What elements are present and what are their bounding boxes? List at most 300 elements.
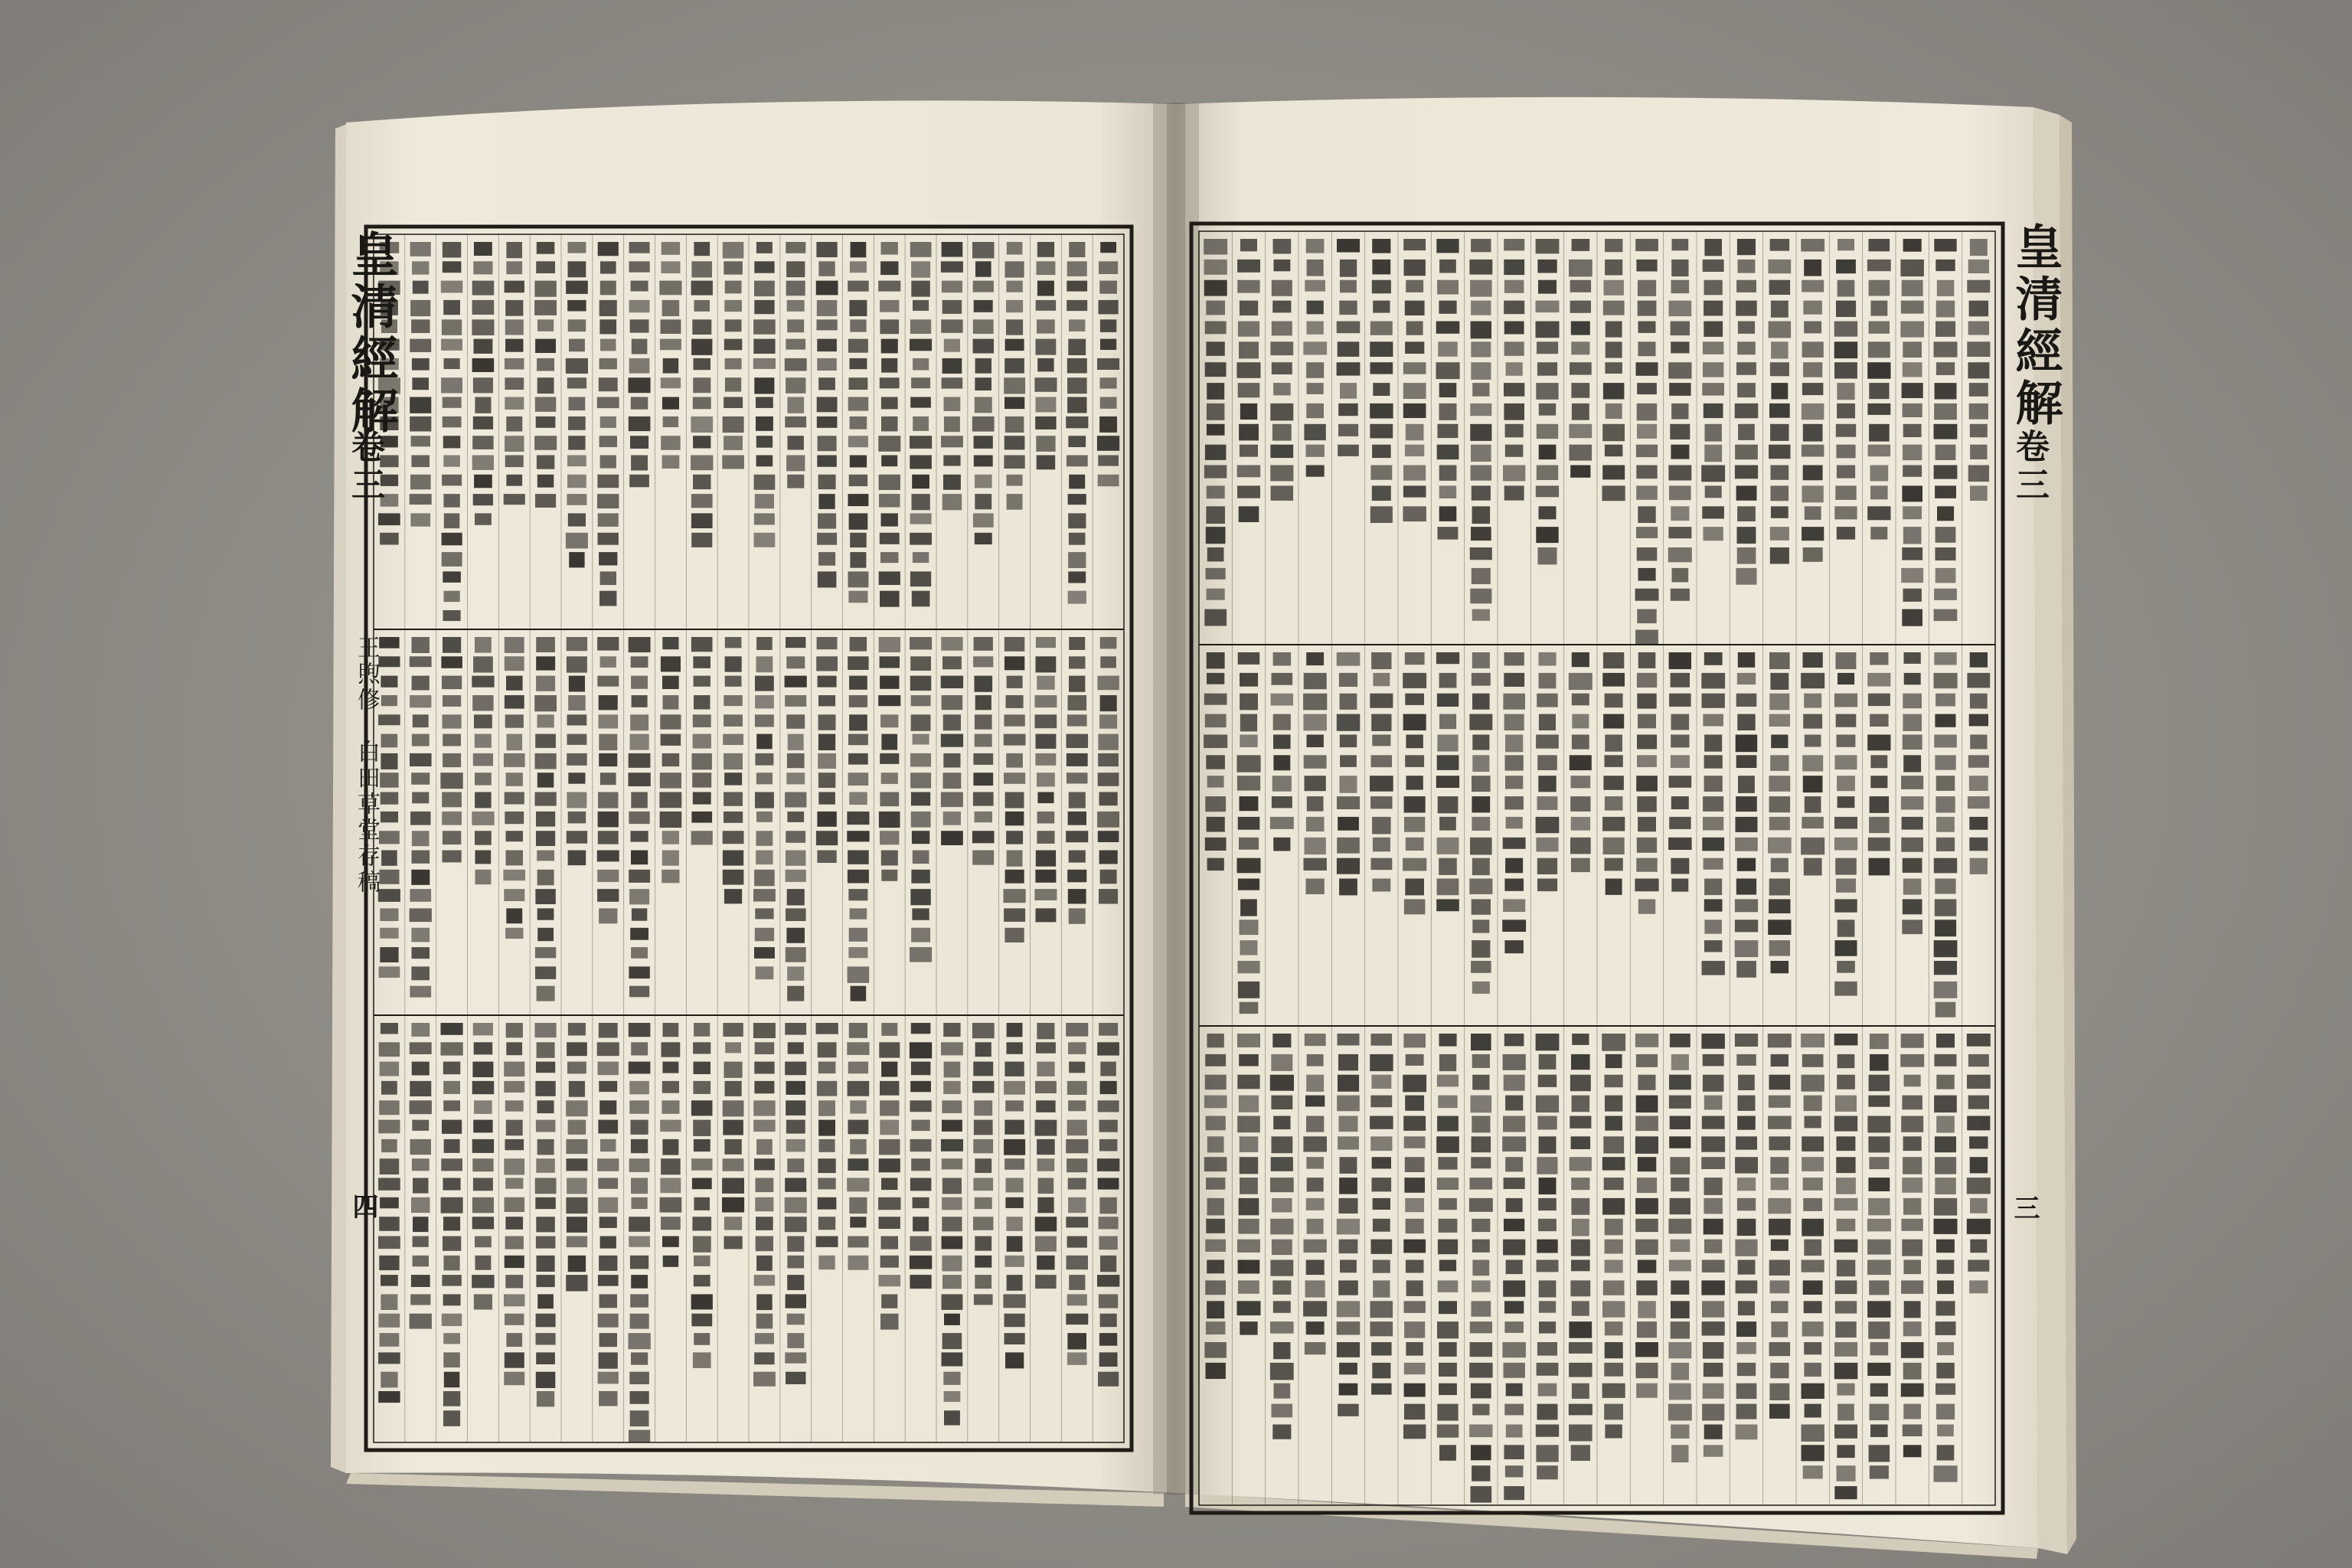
text-glyph-mark xyxy=(785,1352,806,1363)
text-glyph-mark xyxy=(537,358,554,371)
text-glyph-mark xyxy=(1272,1404,1293,1418)
text-glyph-mark xyxy=(1934,403,1957,420)
text-glyph-mark xyxy=(880,1314,899,1330)
text-glyph-mark xyxy=(1937,280,1955,296)
text-glyph-mark xyxy=(505,637,524,653)
text-glyph-mark xyxy=(1471,445,1491,462)
text-glyph-mark xyxy=(1238,322,1259,337)
text-glyph-mark xyxy=(1405,1198,1424,1212)
text-glyph-mark xyxy=(1867,1363,1890,1376)
text-glyph-mark xyxy=(567,1217,587,1233)
text-glyph-mark xyxy=(1536,383,1558,400)
text-glyph-mark xyxy=(691,456,713,471)
text-glyph-mark xyxy=(632,1197,648,1209)
text-glyph-mark xyxy=(1837,466,1855,479)
text-glyph-mark xyxy=(756,456,773,467)
text-glyph-mark xyxy=(1472,694,1490,710)
text-glyph-mark xyxy=(1305,1342,1326,1354)
text-glyph-mark xyxy=(599,1217,617,1228)
text-glyph-mark xyxy=(881,734,897,750)
text-glyph-mark xyxy=(880,300,899,312)
text-glyph-mark xyxy=(1100,1081,1117,1094)
text-glyph-mark xyxy=(1436,899,1459,911)
text-glyph-mark xyxy=(1669,383,1690,396)
text-glyph-mark xyxy=(1737,527,1756,544)
text-glyph-mark xyxy=(1004,1062,1024,1076)
text-glyph-mark xyxy=(1437,755,1459,770)
text-glyph-mark xyxy=(1240,673,1258,687)
text-glyph-mark xyxy=(1207,1034,1224,1047)
text-glyph-mark xyxy=(1472,776,1491,792)
text-glyph-mark xyxy=(505,1178,523,1189)
text-glyph-mark xyxy=(913,851,929,864)
text-glyph-mark xyxy=(631,281,648,292)
text-glyph-mark xyxy=(1635,589,1659,601)
text-glyph-mark xyxy=(1472,1075,1489,1090)
text-glyph-mark xyxy=(1504,1445,1524,1459)
text-glyph-mark xyxy=(1771,858,1788,873)
text-glyph-mark xyxy=(444,358,460,369)
text-glyph-mark xyxy=(1606,341,1622,358)
text-glyph-mark xyxy=(567,637,587,651)
text-glyph-mark xyxy=(1802,1425,1824,1442)
text-glyph-mark xyxy=(1769,817,1790,830)
text-glyph-mark xyxy=(475,513,492,524)
text-glyph-mark xyxy=(1373,1198,1390,1210)
text-glyph-mark xyxy=(507,734,523,751)
text-glyph-mark xyxy=(1340,260,1357,277)
text-glyph-mark xyxy=(1403,383,1426,399)
text-glyph-mark xyxy=(1870,1383,1888,1396)
text-glyph-mark xyxy=(410,1100,432,1114)
right-volume-mark: 卷三 xyxy=(2010,429,2049,505)
text-glyph-mark xyxy=(1406,776,1423,789)
text-glyph-mark xyxy=(880,319,899,334)
text-glyph-mark xyxy=(443,1333,460,1344)
text-glyph-mark xyxy=(1870,776,1887,788)
text-glyph-mark xyxy=(1204,260,1227,275)
text-glyph-mark xyxy=(817,319,838,330)
text-glyph-mark xyxy=(1802,755,1823,771)
text-glyph-mark xyxy=(725,377,741,391)
text-glyph-mark xyxy=(1901,1034,1924,1048)
text-glyph-mark xyxy=(378,1352,400,1364)
text-glyph-mark xyxy=(880,792,899,807)
text-glyph-mark xyxy=(630,714,648,730)
text-glyph-mark xyxy=(413,1256,429,1267)
text-glyph-mark xyxy=(879,475,900,490)
text-glyph-mark xyxy=(692,753,712,769)
text-glyph-mark xyxy=(1036,734,1057,749)
text-glyph-mark xyxy=(1802,1383,1824,1399)
text-glyph-mark xyxy=(1605,239,1622,252)
text-glyph-mark xyxy=(443,242,462,258)
text-glyph-mark xyxy=(1005,1100,1024,1111)
text-glyph-mark xyxy=(724,812,743,823)
text-glyph-mark xyxy=(662,1081,679,1093)
text-glyph-mark xyxy=(913,1217,929,1231)
text-glyph-mark xyxy=(1097,1275,1119,1287)
text-glyph-mark xyxy=(505,1100,524,1111)
text-glyph-mark xyxy=(1472,755,1489,772)
text-glyph-mark xyxy=(1704,1219,1723,1235)
text-glyph-mark xyxy=(1668,466,1691,481)
text-glyph-mark xyxy=(597,475,619,488)
text-glyph-mark xyxy=(1307,1178,1324,1191)
text-glyph-mark xyxy=(1738,1301,1755,1315)
text-glyph-mark xyxy=(1207,1301,1224,1318)
text-glyph-mark xyxy=(817,339,837,352)
text-glyph-mark xyxy=(881,1023,897,1036)
text-glyph-mark xyxy=(786,637,805,648)
text-glyph-mark xyxy=(693,1081,710,1094)
text-glyph-mark xyxy=(629,1430,650,1442)
text-glyph-mark xyxy=(1769,1136,1791,1150)
text-glyph-mark xyxy=(694,1023,710,1037)
text-glyph-mark xyxy=(1503,838,1526,849)
text-glyph-mark xyxy=(1472,940,1490,958)
text-glyph-mark xyxy=(1403,1034,1426,1047)
text-glyph-mark xyxy=(1670,1198,1690,1214)
text-glyph-mark xyxy=(941,1139,963,1152)
text-glyph-mark xyxy=(472,281,495,296)
text-glyph-mark xyxy=(1340,280,1357,293)
text-glyph-mark xyxy=(1099,792,1118,806)
text-glyph-mark xyxy=(1437,445,1459,459)
text-glyph-mark xyxy=(1504,1486,1524,1500)
text-glyph-mark xyxy=(567,475,586,488)
text-glyph-mark xyxy=(1471,1486,1492,1503)
text-glyph-mark xyxy=(1935,1178,1956,1194)
text-glyph-mark xyxy=(411,1197,430,1213)
text-glyph-mark xyxy=(941,261,963,273)
text-glyph-mark xyxy=(1702,506,1724,518)
text-glyph-mark xyxy=(1100,319,1116,332)
text-glyph-mark xyxy=(1035,870,1056,883)
text-glyph-mark xyxy=(1372,879,1390,892)
text-glyph-mark xyxy=(1405,652,1425,665)
text-glyph-mark xyxy=(1704,1425,1723,1439)
text-glyph-mark xyxy=(849,1023,867,1038)
text-glyph-mark xyxy=(944,1410,960,1425)
text-glyph-mark xyxy=(600,416,616,428)
text-glyph-mark xyxy=(1306,445,1325,457)
text-glyph-mark xyxy=(1934,1096,1957,1113)
text-glyph-mark xyxy=(1605,1260,1623,1273)
text-glyph-mark xyxy=(1099,1139,1118,1152)
text-glyph-mark xyxy=(1303,1301,1327,1316)
text-glyph-mark xyxy=(694,1256,710,1266)
text-glyph-mark xyxy=(504,1158,524,1174)
text-glyph-mark xyxy=(568,319,586,332)
text-glyph-mark xyxy=(1869,1445,1890,1462)
text-glyph-mark xyxy=(1239,1096,1259,1112)
text-glyph-mark xyxy=(1207,403,1225,420)
text-glyph-mark xyxy=(1836,445,1855,459)
text-glyph-mark xyxy=(1306,652,1324,665)
text-glyph-mark xyxy=(1067,714,1087,726)
text-glyph-mark xyxy=(412,637,430,653)
text-glyph-mark xyxy=(1404,1363,1426,1374)
text-glyph-mark xyxy=(1669,1096,1691,1109)
text-glyph-mark xyxy=(598,831,619,844)
text-glyph-mark xyxy=(818,1062,836,1074)
text-glyph-mark xyxy=(1834,694,1857,707)
text-glyph-mark xyxy=(1037,1158,1055,1171)
text-glyph-mark xyxy=(1403,506,1426,521)
text-glyph-mark xyxy=(1803,1280,1823,1295)
text-glyph-mark xyxy=(411,436,430,446)
text-glyph-mark xyxy=(1005,339,1024,351)
text-glyph-mark xyxy=(1605,362,1622,374)
text-glyph-mark xyxy=(600,1236,616,1249)
text-glyph-mark xyxy=(756,1236,773,1252)
text-glyph-mark xyxy=(1635,1198,1658,1214)
text-glyph-mark xyxy=(1834,1198,1858,1210)
text-glyph-mark xyxy=(1737,383,1756,397)
text-glyph-mark xyxy=(1669,652,1691,669)
text-glyph-mark xyxy=(1206,527,1226,544)
text-glyph-mark xyxy=(1239,1198,1259,1215)
text-glyph-mark xyxy=(1936,1002,1956,1018)
text-glyph-mark xyxy=(847,1042,869,1055)
text-glyph-mark xyxy=(1100,637,1117,648)
text-glyph-mark xyxy=(723,1120,743,1135)
text-glyph-mark xyxy=(441,656,462,668)
text-glyph-mark xyxy=(942,1294,963,1310)
text-glyph-mark xyxy=(1802,1054,1824,1067)
text-glyph-mark xyxy=(1570,362,1592,374)
text-glyph-mark xyxy=(1770,527,1789,541)
text-glyph-mark xyxy=(849,300,867,316)
text-glyph-mark xyxy=(1936,1240,1955,1253)
text-glyph-mark xyxy=(472,1139,494,1153)
text-glyph-mark xyxy=(1406,735,1423,749)
text-glyph-mark xyxy=(975,377,991,390)
text-glyph-mark xyxy=(600,1139,616,1152)
text-glyph-mark xyxy=(1340,1260,1357,1273)
text-glyph-mark xyxy=(1307,301,1324,315)
text-glyph-mark xyxy=(848,870,869,884)
text-glyph-mark xyxy=(599,1391,617,1406)
text-glyph-mark xyxy=(1068,1197,1086,1213)
text-glyph-mark xyxy=(1371,1342,1392,1356)
text-glyph-mark xyxy=(1436,776,1459,788)
text-glyph-mark xyxy=(1272,322,1292,336)
text-glyph-mark xyxy=(1504,796,1524,809)
text-glyph-mark xyxy=(413,1178,429,1194)
text-glyph-mark xyxy=(1701,1136,1725,1152)
text-glyph-mark xyxy=(753,889,776,901)
text-glyph-mark xyxy=(1403,485,1426,497)
text-glyph-mark xyxy=(630,436,648,449)
text-glyph-mark xyxy=(754,1062,774,1074)
text-glyph-mark xyxy=(1207,817,1225,832)
text-glyph-mark xyxy=(941,676,963,688)
text-glyph-mark xyxy=(1340,735,1357,748)
text-glyph-mark xyxy=(1471,301,1491,315)
text-glyph-mark xyxy=(1701,1157,1725,1169)
text-glyph-mark xyxy=(754,1081,774,1093)
text-glyph-mark xyxy=(1099,261,1118,274)
text-glyph-mark xyxy=(410,656,432,667)
text-glyph-mark xyxy=(536,1352,555,1364)
text-glyph-mark xyxy=(1834,362,1857,378)
text-glyph-mark xyxy=(1934,982,1958,998)
text-glyph-mark xyxy=(1805,1116,1821,1129)
text-glyph-mark xyxy=(850,552,866,568)
text-glyph-mark xyxy=(1037,358,1054,372)
text-glyph-mark xyxy=(1036,656,1057,672)
text-glyph-mark xyxy=(1539,1054,1557,1070)
text-glyph-mark xyxy=(1068,552,1086,568)
text-glyph-mark xyxy=(1037,456,1056,470)
text-glyph-mark xyxy=(1337,714,1361,731)
text-glyph-mark xyxy=(505,377,524,390)
text-glyph-mark xyxy=(1536,838,1558,852)
text-glyph-mark xyxy=(816,1236,838,1247)
text-glyph-mark xyxy=(1536,1034,1560,1050)
text-glyph-mark xyxy=(474,1100,492,1114)
text-glyph-mark xyxy=(1769,1260,1790,1276)
text-glyph-mark xyxy=(1838,239,1854,250)
text-glyph-mark xyxy=(659,792,681,808)
text-glyph-mark xyxy=(941,734,963,747)
text-glyph-mark xyxy=(1372,239,1390,253)
text-glyph-mark xyxy=(661,734,681,746)
text-glyph-mark xyxy=(1239,424,1259,441)
text-glyph-mark xyxy=(1571,1136,1591,1149)
text-glyph-mark xyxy=(1868,1096,1890,1107)
text-glyph-mark xyxy=(1868,694,1890,706)
text-glyph-mark xyxy=(756,1256,773,1271)
text-glyph-mark xyxy=(1272,1136,1293,1153)
text-glyph-mark xyxy=(724,753,743,769)
text-glyph-mark xyxy=(1903,1136,1922,1151)
text-glyph-mark xyxy=(443,494,459,508)
text-glyph-mark xyxy=(753,1023,776,1038)
text-glyph-mark xyxy=(567,456,586,467)
text-glyph-mark xyxy=(1837,1465,1856,1481)
text-glyph-mark xyxy=(1771,301,1788,318)
text-glyph-mark xyxy=(567,734,587,745)
text-glyph-mark xyxy=(724,339,743,351)
text-glyph-mark xyxy=(787,1256,804,1269)
text-glyph-mark xyxy=(913,358,929,371)
text-glyph-mark xyxy=(1098,753,1119,766)
text-glyph-mark xyxy=(1835,940,1857,956)
text-glyph-mark xyxy=(1472,609,1490,621)
text-glyph-mark xyxy=(880,676,899,689)
text-glyph-mark xyxy=(1403,362,1426,374)
text-glyph-mark xyxy=(1537,341,1558,354)
text-glyph-mark xyxy=(1572,694,1589,706)
text-glyph-mark xyxy=(629,773,651,786)
text-glyph-mark xyxy=(1306,1198,1325,1210)
text-glyph-mark xyxy=(1805,735,1821,747)
text-glyph-mark xyxy=(410,416,431,432)
text-glyph-mark xyxy=(1869,1280,1889,1295)
text-glyph-mark xyxy=(1100,242,1116,253)
text-glyph-mark xyxy=(1303,1136,1327,1152)
text-glyph-mark xyxy=(1306,362,1324,378)
text-glyph-mark xyxy=(786,851,805,866)
text-glyph-mark xyxy=(1439,1198,1457,1210)
text-glyph-mark xyxy=(410,339,431,352)
text-glyph-mark xyxy=(1006,281,1022,292)
text-glyph-mark xyxy=(629,1062,651,1074)
text-glyph-mark xyxy=(910,889,930,905)
text-glyph-mark xyxy=(1404,796,1426,812)
text-glyph-mark xyxy=(472,695,493,711)
text-glyph-mark xyxy=(1471,527,1491,541)
text-glyph-mark xyxy=(1206,1178,1225,1190)
text-glyph-mark xyxy=(1572,239,1590,251)
text-glyph-mark xyxy=(1307,1054,1324,1067)
text-glyph-mark xyxy=(1237,260,1260,273)
text-glyph-mark xyxy=(1206,301,1225,315)
text-glyph-mark xyxy=(881,870,897,881)
text-glyph-mark xyxy=(1539,1280,1557,1297)
text-glyph-mark xyxy=(785,792,806,808)
text-glyph-mark xyxy=(475,870,492,884)
text-glyph-mark xyxy=(725,676,742,687)
text-glyph-mark xyxy=(1934,652,1956,665)
text-glyph-mark xyxy=(1538,776,1556,792)
text-glyph-mark xyxy=(880,753,899,764)
text-glyph-mark xyxy=(848,734,868,746)
text-glyph-mark xyxy=(535,734,556,748)
text-glyph-mark xyxy=(1239,1054,1259,1067)
text-glyph-mark xyxy=(1404,1301,1426,1313)
text-glyph-mark xyxy=(1901,1280,1923,1294)
text-glyph-mark xyxy=(506,908,522,923)
text-glyph-mark xyxy=(725,1042,741,1053)
text-glyph-mark xyxy=(1504,485,1524,500)
text-glyph-mark xyxy=(1701,1034,1725,1049)
text-glyph-mark xyxy=(723,242,744,259)
text-glyph-mark xyxy=(1769,899,1790,913)
text-glyph-mark xyxy=(1004,656,1024,670)
text-glyph-mark xyxy=(1372,817,1391,835)
text-glyph-mark xyxy=(1439,506,1457,521)
text-glyph-mark xyxy=(1671,755,1690,768)
text-glyph-mark xyxy=(380,947,398,962)
text-glyph-mark xyxy=(1206,755,1225,769)
text-glyph-mark xyxy=(1537,879,1557,892)
text-glyph-mark xyxy=(1768,1034,1792,1047)
text-glyph-mark xyxy=(599,300,617,316)
text-glyph-mark xyxy=(659,281,681,296)
text-glyph-mark xyxy=(1006,319,1023,335)
text-glyph-mark xyxy=(1304,673,1327,689)
text-glyph-mark xyxy=(756,831,773,846)
text-glyph-mark xyxy=(1902,383,1923,398)
text-glyph-mark xyxy=(1802,485,1824,502)
text-glyph-mark xyxy=(1439,466,1457,481)
text-glyph-mark xyxy=(535,1081,555,1096)
text-glyph-mark xyxy=(1373,838,1390,852)
text-glyph-mark xyxy=(1067,1158,1087,1172)
text-glyph-mark xyxy=(1069,676,1085,692)
text-glyph-mark xyxy=(1436,1136,1459,1153)
text-glyph-mark xyxy=(1701,1280,1725,1295)
text-glyph-mark xyxy=(1671,403,1688,420)
text-glyph-mark xyxy=(910,947,932,962)
text-glyph-mark xyxy=(1472,652,1490,668)
text-glyph-mark xyxy=(1703,817,1723,831)
text-glyph-mark xyxy=(1338,1404,1359,1416)
